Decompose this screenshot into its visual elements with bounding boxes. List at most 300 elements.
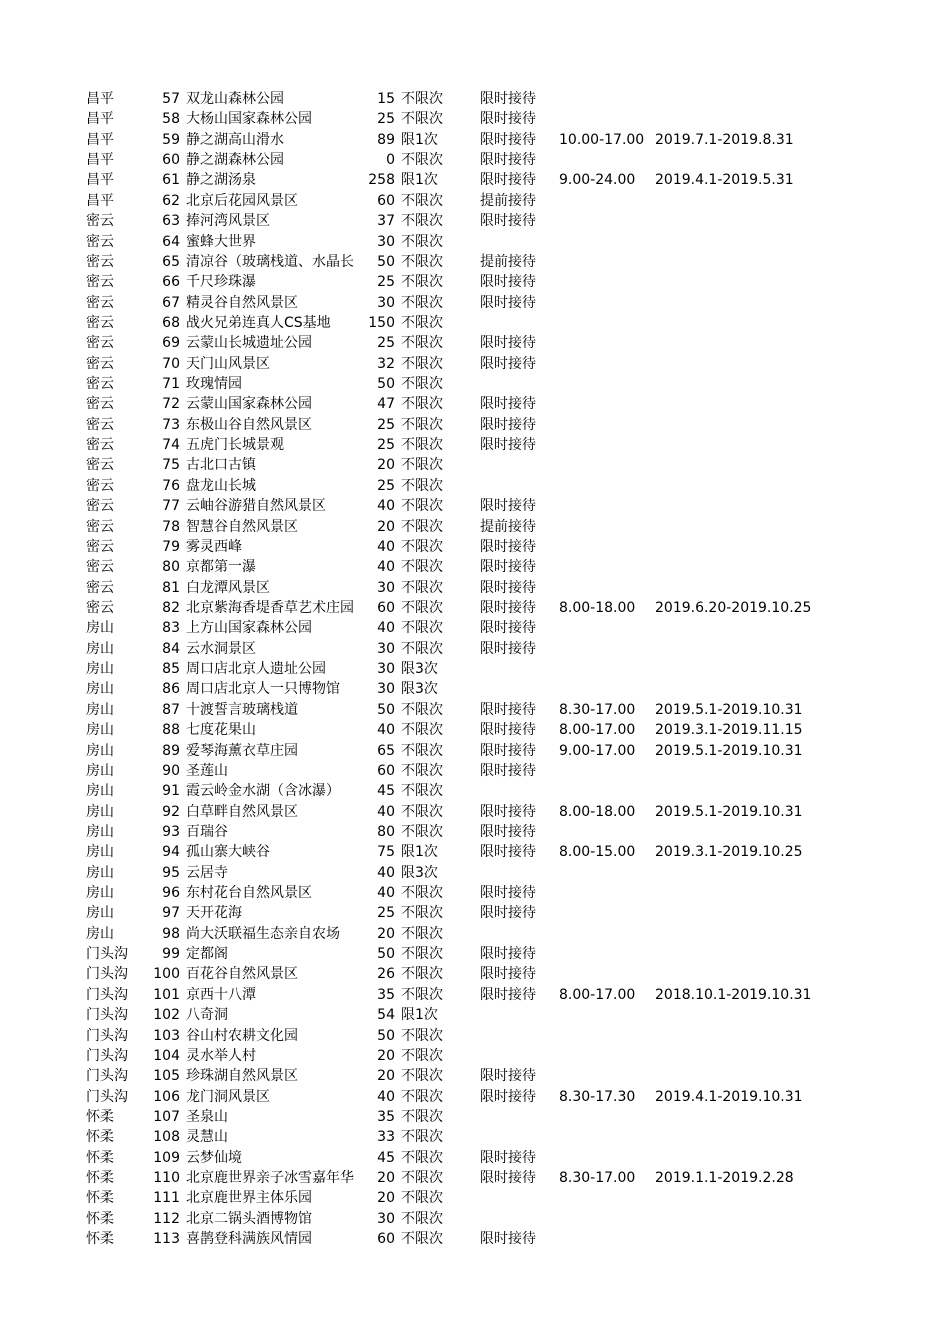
table-row [0,211,950,231]
table-row [0,150,950,170]
table-row [0,333,950,353]
quantity-cell: 50 [377,376,395,393]
reception-type-cell: 提前接待 [480,192,536,209]
reception-type-cell: 限时接待 [480,396,536,413]
quantity-cell: 25 [377,905,395,922]
number-cell: 87 [162,701,180,718]
reception-type-cell: 限时接待 [480,559,536,576]
number-cell: 63 [162,213,180,230]
spot-name-cell: 灵慧山 [186,1129,228,1146]
spot-name-cell: 双龙山森林公园 [186,91,284,107]
district-cell: 昌平 [86,91,114,107]
number-cell: 77 [162,498,180,515]
number-cell: 61 [162,172,180,189]
reception-type-cell: 限时接待 [480,274,536,291]
number-cell: 66 [162,274,180,291]
quantity-cell: 30 [377,233,395,250]
number-cell: 107 [153,1108,180,1125]
table-row [0,252,950,272]
quantity-cell: 25 [377,274,395,291]
valid-period-cell: 2019.6.20-2019.10.25 [655,599,812,616]
table-row [0,741,950,761]
table-row [0,415,950,435]
table-row [0,1087,950,1107]
number-cell: 59 [162,131,180,148]
table-row [0,313,950,333]
table-row [0,679,950,699]
number-cell: 62 [162,192,180,209]
visit-limit-cell: 不限次 [401,599,443,616]
spot-name-cell: 智慧谷自然风景区 [186,518,298,535]
district-cell: 怀柔 [86,1190,114,1207]
number-cell: 67 [162,294,180,311]
reception-type-cell: 限时接待 [480,599,536,616]
spot-name-cell: 天开花海 [186,905,242,922]
district-cell: 房山 [86,844,114,861]
spot-name-cell: 静之湖高山滑水 [186,131,284,148]
quantity-cell: 50 [377,946,395,963]
spot-name-cell: 云蒙山国家森林公园 [186,396,312,413]
visit-limit-cell: 不限次 [401,1027,443,1044]
number-cell: 65 [162,253,180,270]
district-cell: 房山 [86,620,114,637]
visit-limit-cell: 不限次 [401,477,443,494]
table-row [0,537,950,557]
quantity-cell: 20 [377,1047,395,1064]
reception-type-cell: 限时接待 [480,722,536,739]
spot-name-cell: 蜜蜂大世界 [186,233,256,250]
table-row [0,476,950,496]
quantity-cell: 20 [377,1068,395,1085]
visit-limit-cell: 不限次 [401,396,443,413]
number-cell: 72 [162,396,180,413]
visit-limit-cell: 不限次 [401,111,443,128]
visit-limit-cell: 不限次 [401,274,443,291]
visit-limit-cell: 不限次 [401,946,443,963]
number-cell: 83 [162,620,180,637]
visit-limit-cell: 不限次 [401,437,443,454]
visit-limit-cell: 不限次 [401,314,443,331]
table-row [0,1107,950,1127]
quantity-cell: 40 [377,559,395,576]
spot-name-cell: 古北口古镇 [186,457,256,474]
visit-limit-cell: 不限次 [401,925,443,942]
visit-limit-cell: 限3次 [401,864,438,881]
valid-period-cell: 2019.7.1-2019.8.31 [655,131,794,148]
spot-name-cell: 百花谷自然风景区 [186,966,298,983]
quantity-cell: 60 [377,1231,395,1248]
number-cell: 101 [153,986,180,1003]
district-cell: 门头沟 [86,1088,128,1105]
table-row [0,802,950,822]
spot-name-cell: 定都阁 [186,946,228,963]
spot-name-cell: 战火兄弟连真人CS基地 [186,314,331,331]
opening-hours-cell: 8.00-18.00 [559,803,636,820]
spot-name-cell: 周口店北京人一只博物馆 [186,681,340,698]
number-cell: 79 [162,538,180,555]
district-cell: 密云 [86,376,114,393]
spot-name-cell: 七度花果山 [186,722,256,739]
visit-limit-cell: 不限次 [401,803,443,820]
number-cell: 95 [162,864,180,881]
quantity-cell: 20 [377,1170,395,1187]
valid-period-cell: 2019.3.1-2019.11.15 [655,722,803,739]
spot-name-cell: 龙门洞风景区 [186,1088,270,1105]
spot-name-cell: 盘龙山长城 [186,477,256,494]
reception-type-cell: 限时接待 [480,294,536,311]
valid-period-cell: 2019.1.1-2019.2.28 [655,1170,794,1187]
visit-limit-cell: 不限次 [401,457,443,474]
reception-type-cell: 限时接待 [480,1149,536,1166]
spot-name-cell: 玫瑰情园 [186,376,242,393]
district-cell: 房山 [86,925,114,942]
district-cell: 昌平 [86,152,114,169]
quantity-cell: 50 [377,701,395,718]
opening-hours-cell: 10.00-17.00 [559,131,645,148]
opening-hours-cell: 8.30-17.00 [559,701,636,718]
spot-name-cell: 静之湖森林公园 [186,152,284,169]
quantity-cell: 30 [377,681,395,698]
visit-limit-cell: 限3次 [401,681,438,698]
number-cell: 112 [153,1210,180,1227]
reception-type-cell: 限时接待 [480,579,536,596]
district-cell: 门头沟 [86,1047,128,1064]
spot-name-cell: 八奇洞 [186,1007,228,1024]
spot-name-cell: 孤山寨大峡谷 [186,844,270,861]
quantity-cell: 33 [377,1129,395,1146]
number-cell: 76 [162,477,180,494]
spot-name-cell: 云梦仙境 [186,1149,242,1166]
spot-name-cell: 云岫谷游猎自然风景区 [186,498,326,515]
table-row [0,557,950,577]
table-row [0,1188,950,1208]
table-row [0,639,950,659]
spot-name-cell: 北京二锅头酒博物馆 [186,1210,312,1227]
table-row [0,985,950,1005]
opening-hours-cell: 8.30-17.30 [559,1088,636,1105]
table-row [0,618,950,638]
quantity-cell: 40 [377,864,395,881]
number-cell: 113 [153,1231,180,1248]
number-cell: 99 [162,946,180,963]
valid-period-cell: 2019.4.1-2019.10.31 [655,1088,803,1105]
spot-name-cell: 清凉谷（玻璃栈道、水晶长 [186,253,354,270]
spot-name-cell: 灵水举人村 [186,1047,256,1064]
visit-limit-cell: 不限次 [401,1210,443,1227]
number-cell: 68 [162,314,180,331]
number-cell: 70 [162,355,180,372]
spot-name-cell: 云水洞景区 [186,640,256,657]
district-cell: 密云 [86,274,114,291]
valid-period-cell: 2018.10.1-2019.10.31 [655,986,812,1003]
district-cell: 密云 [86,518,114,535]
number-cell: 81 [162,579,180,596]
reception-type-cell: 限时接待 [480,762,536,779]
spot-name-cell: 北京鹿世界亲子冰雪嘉年华 [186,1170,354,1187]
number-cell: 104 [153,1047,180,1064]
visit-limit-cell: 不限次 [401,1129,443,1146]
table-row [0,781,950,801]
number-cell: 102 [153,1007,180,1024]
district-cell: 昌平 [86,131,114,148]
number-cell: 80 [162,559,180,576]
district-cell: 门头沟 [86,986,128,1003]
visit-limit-cell: 不限次 [401,253,443,270]
quantity-cell: 25 [377,477,395,494]
quantity-cell: 32 [377,355,395,372]
spot-name-cell: 捧河湾风景区 [186,213,270,230]
number-cell: 96 [162,885,180,902]
reception-type-cell: 限时接待 [480,498,536,515]
district-cell: 门头沟 [86,946,128,963]
visit-limit-cell: 限1次 [401,844,438,861]
visit-limit-cell: 不限次 [401,355,443,372]
quantity-cell: 150 [368,314,395,331]
reception-type-cell: 限时接待 [480,640,536,657]
quantity-cell: 20 [377,1190,395,1207]
table-row [0,394,950,414]
quantity-cell: 40 [377,803,395,820]
district-cell: 房山 [86,722,114,739]
visit-limit-cell: 不限次 [401,91,443,107]
table-row [0,578,950,598]
spot-name-cell: 云蒙山长城遗址公园 [186,335,312,352]
district-cell: 门头沟 [86,1007,128,1024]
quantity-cell: 40 [377,1088,395,1105]
quantity-cell: 40 [377,885,395,902]
reception-type-cell: 限时接待 [480,538,536,555]
visit-limit-cell: 不限次 [401,722,443,739]
visit-limit-cell: 不限次 [401,335,443,352]
table-row [0,89,950,109]
quantity-cell: 35 [377,986,395,1003]
spot-name-cell: 上方山国家森林公园 [186,620,312,637]
opening-hours-cell: 8.00-15.00 [559,844,636,861]
spot-name-cell: 雾灵西峰 [186,538,242,555]
spot-name-cell: 尚大沃联福生态亲自农场 [186,925,340,942]
quantity-cell: 30 [377,1210,395,1227]
visit-limit-cell: 不限次 [401,1088,443,1105]
district-cell: 房山 [86,762,114,779]
spot-name-cell: 云居寺 [186,864,228,881]
reception-type-cell: 限时接待 [480,172,536,189]
spot-name-cell: 百瑞谷 [186,823,228,840]
visit-limit-cell: 不限次 [401,213,443,230]
number-cell: 93 [162,823,180,840]
spot-name-cell: 北京紫海香堤香草艺术庄园 [186,599,354,616]
table-row [0,903,950,923]
number-cell: 89 [162,742,180,759]
reception-type-cell: 限时接待 [480,1170,536,1187]
spot-name-cell: 爱琴海薰衣草庄园 [186,742,298,759]
district-cell: 房山 [86,823,114,840]
quantity-cell: 20 [377,518,395,535]
quantity-cell: 0 [386,152,395,169]
spot-name-cell: 谷山村农耕文化园 [186,1027,298,1044]
visit-limit-cell: 不限次 [401,376,443,393]
number-cell: 84 [162,640,180,657]
visit-limit-cell: 不限次 [401,579,443,596]
table-row [0,1229,950,1249]
table-row [0,700,950,720]
number-cell: 106 [153,1088,180,1105]
valid-period-cell: 2019.5.1-2019.10.31 [655,803,803,820]
valid-period-cell: 2019.3.1-2019.10.25 [655,844,803,861]
quantity-cell: 20 [377,457,395,474]
quantity-cell: 37 [377,213,395,230]
spot-name-cell: 珍珠湖自然风景区 [186,1068,298,1085]
district-cell: 密云 [86,538,114,555]
quantity-cell: 45 [377,1149,395,1166]
table-row [0,924,950,944]
visit-limit-cell: 限3次 [401,661,438,678]
district-cell: 密云 [86,213,114,230]
reception-type-cell: 限时接待 [480,355,536,372]
spot-name-cell: 北京后花园风景区 [186,192,298,209]
quantity-cell: 40 [377,722,395,739]
number-cell: 86 [162,681,180,698]
table-row [0,435,950,455]
table-row [0,964,950,984]
reception-type-cell: 限时接待 [480,1231,536,1248]
number-cell: 90 [162,762,180,779]
district-cell: 密云 [86,599,114,616]
district-cell: 怀柔 [86,1170,114,1187]
number-cell: 88 [162,722,180,739]
table-row [0,944,950,964]
district-cell: 密云 [86,233,114,250]
visit-limit-cell: 不限次 [401,559,443,576]
reception-type-cell: 提前接待 [480,518,536,535]
quantity-cell: 35 [377,1108,395,1125]
district-cell: 昌平 [86,111,114,128]
district-cell: 密云 [86,335,114,352]
spot-name-cell: 东村花台自然风景区 [186,885,312,902]
district-cell: 密云 [86,498,114,515]
district-cell: 怀柔 [86,1231,114,1248]
reception-type-cell: 限时接待 [480,966,536,983]
district-cell: 房山 [86,905,114,922]
visit-limit-cell: 限1次 [401,1007,438,1024]
spot-name-cell: 精灵谷自然风景区 [186,294,298,311]
number-cell: 64 [162,233,180,250]
number-cell: 69 [162,335,180,352]
number-cell: 85 [162,661,180,678]
district-cell: 房山 [86,681,114,698]
table-row [0,455,950,475]
reception-type-cell: 限时接待 [480,905,536,922]
spot-name-cell: 北京鹿世界主体乐园 [186,1190,312,1207]
visit-limit-cell: 不限次 [401,742,443,759]
reception-type-cell: 限时接待 [480,986,536,1003]
district-cell: 门头沟 [86,1027,128,1044]
quantity-cell: 26 [377,966,395,983]
quantity-cell: 25 [377,437,395,454]
quantity-cell: 50 [377,253,395,270]
visit-limit-cell: 不限次 [401,538,443,555]
spot-name-cell: 喜鹊登科满族风情园 [186,1231,312,1248]
district-cell: 房山 [86,783,114,800]
visit-limit-cell: 不限次 [401,498,443,515]
table-row [0,822,950,842]
visit-limit-cell: 不限次 [401,1068,443,1085]
table-row [0,598,950,618]
number-cell: 94 [162,844,180,861]
quantity-cell: 47 [377,396,395,413]
number-cell: 60 [162,152,180,169]
quantity-cell: 25 [377,111,395,128]
opening-hours-cell: 8.00-17.00 [559,722,636,739]
table-row [0,1209,950,1229]
spot-name-cell: 静之湖汤泉 [186,172,256,189]
scenic-spot-table [0,89,950,1249]
quantity-cell: 15 [377,91,395,107]
table-row [0,1005,950,1025]
district-cell: 密云 [86,457,114,474]
reception-type-cell: 限时接待 [480,131,536,148]
table-row [0,496,950,516]
visit-limit-cell: 不限次 [401,701,443,718]
district-cell: 密云 [86,559,114,576]
visit-limit-cell: 不限次 [401,905,443,922]
spot-name-cell: 周口店北京人遗址公园 [186,661,326,678]
reception-type-cell: 限时接待 [480,91,536,107]
district-cell: 门头沟 [86,1068,128,1085]
table-row [0,109,950,129]
district-cell: 房山 [86,864,114,881]
number-cell: 98 [162,925,180,942]
spot-name-cell: 霞云岭金水湖（含冰瀑） [186,783,340,800]
district-cell: 密云 [86,416,114,433]
table-row [0,863,950,883]
number-cell: 71 [162,376,180,393]
district-cell: 昌平 [86,172,114,189]
table-row [0,130,950,150]
table-row [0,883,950,903]
district-cell: 房山 [86,742,114,759]
visit-limit-cell: 不限次 [401,518,443,535]
visit-limit-cell: 不限次 [401,823,443,840]
table-row [0,170,950,190]
quantity-cell: 20 [377,925,395,942]
district-cell: 密云 [86,355,114,372]
valid-period-cell: 2019.5.1-2019.10.31 [655,742,803,759]
reception-type-cell: 限时接待 [480,701,536,718]
reception-type-cell: 限时接待 [480,803,536,820]
reception-type-cell: 提前接待 [480,253,536,270]
spot-name-cell: 白龙潭风景区 [186,579,270,596]
table-row [0,659,950,679]
quantity-cell: 75 [377,844,395,861]
table-row [0,191,950,211]
visit-limit-cell: 不限次 [401,986,443,1003]
visit-limit-cell: 限1次 [401,131,438,148]
visit-limit-cell: 不限次 [401,1108,443,1125]
spot-name-cell: 十渡誓言玻璃栈道 [186,701,298,718]
quantity-cell: 80 [377,823,395,840]
spot-name-cell: 天门山风景区 [186,355,270,372]
opening-hours-cell: 8.00-18.00 [559,599,636,616]
table-row [0,374,950,394]
district-cell: 房山 [86,661,114,678]
visit-limit-cell: 不限次 [401,294,443,311]
visit-limit-cell: 不限次 [401,783,443,800]
visit-limit-cell: 不限次 [401,885,443,902]
quantity-cell: 30 [377,661,395,678]
quantity-cell: 258 [368,172,395,189]
quantity-cell: 60 [377,599,395,616]
district-cell: 房山 [86,701,114,718]
